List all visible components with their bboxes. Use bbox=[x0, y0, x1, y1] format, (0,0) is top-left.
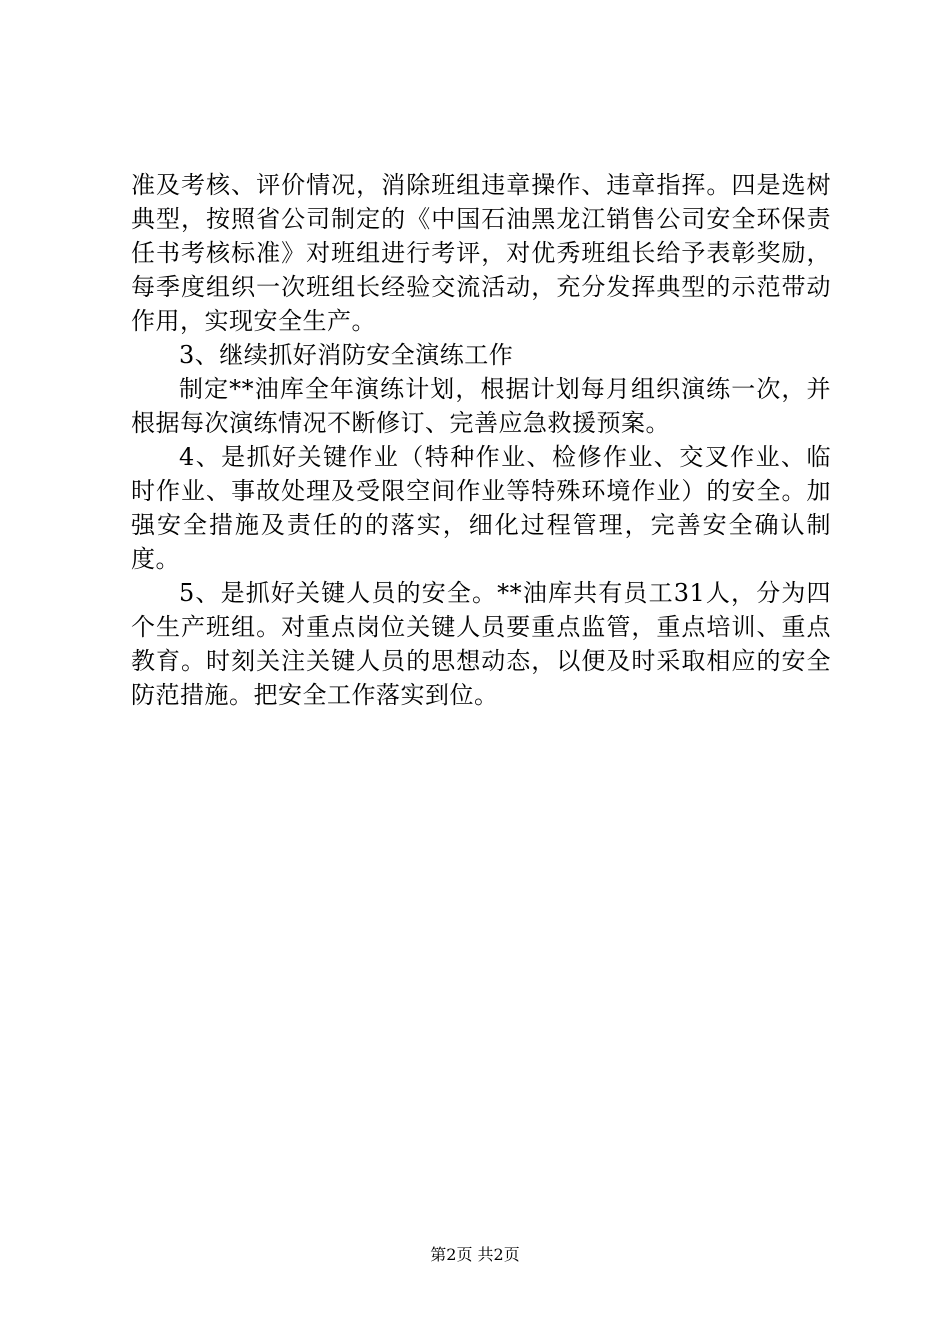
paragraph-item-3-heading: 3、继续抓好消防安全演练工作 bbox=[179, 341, 514, 369]
paragraph-drill-plan: 制定**油库全年演练计划，根据计划每月组织演练一次，并根据每次演练情况不断修订、完善应急救援预案。 bbox=[131, 375, 831, 437]
page-number: 第2页 共2页 bbox=[430, 1245, 520, 1264]
paragraph-item-4: 4、是抓好关键作业（特种作业、检修作业、交叉作业、临时作业、事故处理及受限空间作业等特殊环境作业）的安全。加强安全措施及责任的的落实，细化过程管理，完善安全确认制度。 bbox=[131, 443, 831, 573]
page-footer bbox=[0, 1243, 950, 1267]
paragraph-continuation: 准及考核、评价情况，消除班组违章操作、违章指挥。四是选树典型，按照省公司制定的《中国石油黑龙江销售公司安全环保责任书考核标准》对班组进行考评，对优秀班组长给予表彰奖励，每季度组织一次班组长经验交流活动，充分发挥典型的示范带动作用，实现安全生产。 bbox=[131, 171, 831, 335]
document-body bbox=[131, 168, 831, 712]
paragraph-item-5: 5、是抓好关键人员的安全。**油库共有员工31人，分为四个生产班组。对重点岗位关键人员要重点监管，重点培训、重点教育。时刻关注关键人员的思想动态，以便及时采取相应的安全防范措施。把安全工作落实到位。 bbox=[131, 579, 831, 709]
